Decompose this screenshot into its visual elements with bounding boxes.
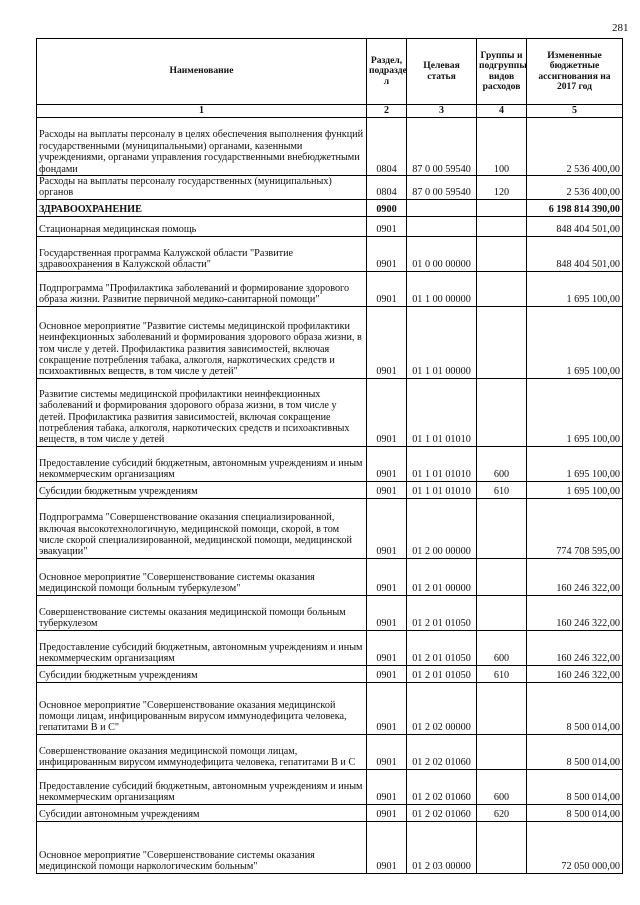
row-section: 0901 — [367, 306, 407, 378]
row-amount: 160 246 322,00 — [527, 595, 623, 630]
row-expense-group: 100 — [477, 118, 527, 176]
row-target-article: 01 2 00 00000 — [407, 498, 477, 558]
table-row — [37, 734, 623, 769]
column-header-target: Целевая статья — [407, 39, 477, 105]
row-section: 0901 — [367, 804, 407, 821]
row-section: 0901 — [367, 216, 407, 236]
row-target-article: 01 2 02 01060 — [407, 734, 477, 769]
row-amount: 848 404 501,00 — [527, 216, 623, 236]
row-expense-group — [477, 682, 527, 734]
row-name: Развитие системы медицинской профилактики неинфекционных заболеваний и формирования здорового образа жизни, в том числе у детей. Профилактика развития зависимостей, включая сокращение потребления табака, алкоголя, наркотических средств и психоактивных веществ, в том числе у детей — [37, 378, 367, 446]
table-body — [37, 118, 623, 874]
row-target-article: 01 2 02 01060 — [407, 769, 477, 804]
row-amount: 8 500 014,00 — [527, 734, 623, 769]
row-amount: 8 500 014,00 — [527, 682, 623, 734]
row-section: 0804 — [367, 176, 407, 200]
row-section: 0901 — [367, 734, 407, 769]
row-amount: 1 695 100,00 — [527, 306, 623, 378]
row-expense-group: 610 — [477, 665, 527, 682]
table-row — [37, 630, 623, 665]
row-target-article: 01 2 03 00000 — [407, 821, 477, 873]
row-target-article — [407, 216, 477, 236]
row-name: Субсидии бюджетным учреждениям — [37, 665, 367, 682]
row-section: 0901 — [367, 498, 407, 558]
table-row — [37, 236, 623, 271]
row-expense-group: 120 — [477, 176, 527, 200]
row-section: 0901 — [367, 378, 407, 446]
row-amount: 848 404 501,00 — [527, 236, 623, 271]
row-expense-group — [477, 734, 527, 769]
row-section: 0804 — [367, 118, 407, 176]
row-expense-group — [477, 595, 527, 630]
row-name: Основное мероприятие "Совершенствование системы оказания медицинской помощи наркологическим больным" — [37, 821, 367, 873]
table-row — [37, 199, 623, 216]
table-row — [37, 558, 623, 595]
row-name: Государственная программа Калужской области "Развитие здравоохранения в Калужской области" — [37, 236, 367, 271]
row-expense-group: 610 — [477, 481, 527, 498]
row-target-article: 01 2 02 01060 — [407, 804, 477, 821]
column-number: 3 — [407, 105, 477, 118]
row-name: Расходы на выплаты персоналу государственных (муниципальных) органов — [37, 176, 367, 200]
column-header-section: Раздел, подразде л — [367, 39, 407, 105]
column-number: 4 — [477, 105, 527, 118]
row-amount: 72 050 000,00 — [527, 821, 623, 873]
row-target-article: 01 2 02 00000 — [407, 682, 477, 734]
row-target-article: 01 1 01 00000 — [407, 306, 477, 378]
column-number: 2 — [367, 105, 407, 118]
row-target-article: 01 1 00 00000 — [407, 271, 477, 306]
row-target-article: 01 1 01 01010 — [407, 481, 477, 498]
row-amount: 1 695 100,00 — [527, 271, 623, 306]
row-name: Подпрограмма "Профилактика заболеваний и формирование здорового образа жизни. Развитие первичной медико-санитарной помощи" — [37, 271, 367, 306]
row-amount: 1 695 100,00 — [527, 481, 623, 498]
row-expense-group: 620 — [477, 804, 527, 821]
row-target-article: 01 2 01 01050 — [407, 630, 477, 665]
row-section: 0901 — [367, 236, 407, 271]
column-number: 5 — [527, 105, 623, 118]
row-section: 0901 — [367, 558, 407, 595]
row-section: 0901 — [367, 769, 407, 804]
row-section: 0901 — [367, 665, 407, 682]
row-target-article: 01 1 01 01010 — [407, 378, 477, 446]
row-expense-group: 600 — [477, 769, 527, 804]
table-row — [37, 446, 623, 481]
table-row — [37, 306, 623, 378]
row-section: 0901 — [367, 630, 407, 665]
row-amount: 160 246 322,00 — [527, 665, 623, 682]
row-name: Предоставление субсидий бюджетным, автономным учреждениям и иным некоммерческим организациям — [37, 630, 367, 665]
row-name: Совершенствование оказания медицинской помощи лицам, инфицированным вирусом иммунодефицита человека, гепатитами В и С — [37, 734, 367, 769]
table-row — [37, 271, 623, 306]
table-row — [37, 498, 623, 558]
row-expense-group — [477, 378, 527, 446]
row-target-article: 87 0 00 59540 — [407, 176, 477, 200]
row-amount: 2 536 400,00 — [527, 118, 623, 176]
column-number: 1 — [37, 105, 367, 118]
row-section: 0900 — [367, 199, 407, 216]
row-section: 0901 — [367, 821, 407, 873]
row-section: 0901 — [367, 271, 407, 306]
row-section: 0901 — [367, 682, 407, 734]
row-target-article: 01 0 00 00000 — [407, 236, 477, 271]
table-row — [37, 804, 623, 821]
table-row — [37, 595, 623, 630]
row-amount: 160 246 322,00 — [527, 558, 623, 595]
row-name: Предоставление субсидий бюджетным, автономным учреждениям и иным некоммерческим организациям — [37, 769, 367, 804]
row-expense-group: 600 — [477, 630, 527, 665]
row-section: 0901 — [367, 446, 407, 481]
row-name: ЗДРАВООХРАНЕНИЕ — [37, 199, 367, 216]
table-header-row — [37, 39, 623, 105]
row-section: 0901 — [367, 595, 407, 630]
table-row — [37, 665, 623, 682]
row-name: Предоставление субсидий бюджетным, автономным учреждениям и иным некоммерческим организациям — [37, 446, 367, 481]
row-target-article: 01 2 01 01050 — [407, 595, 477, 630]
table-row — [37, 821, 623, 873]
row-amount: 8 500 014,00 — [527, 804, 623, 821]
row-expense-group — [477, 498, 527, 558]
row-target-article: 01 1 01 01010 — [407, 446, 477, 481]
row-name: Основное мероприятие "Совершенствование системы оказания медицинской помощи больным туберкулезом" — [37, 558, 367, 595]
row-expense-group — [477, 558, 527, 595]
row-expense-group: 600 — [477, 446, 527, 481]
row-expense-group — [477, 199, 527, 216]
row-target-article — [407, 199, 477, 216]
row-amount: 1 695 100,00 — [527, 446, 623, 481]
row-expense-group — [477, 236, 527, 271]
row-name: Основное мероприятие "Совершенствование оказания медицинской помощи лицам, инфицированным вирусом иммунодефицита человека, гепатитами В и С" — [37, 682, 367, 734]
column-header-amount: Измененные бюджетные ассигнования на 2017 год — [527, 39, 623, 105]
row-amount: 160 246 322,00 — [527, 630, 623, 665]
row-target-article: 01 2 01 01050 — [407, 665, 477, 682]
column-header-groups: Группы и подгруппы видов расходов — [477, 39, 527, 105]
budget-table — [36, 38, 623, 874]
row-expense-group — [477, 306, 527, 378]
table-row — [37, 682, 623, 734]
table-row — [37, 481, 623, 498]
row-section: 0901 — [367, 481, 407, 498]
row-name: Совершенствование системы оказания медицинской помощи больным туберкулезом — [37, 595, 367, 630]
row-amount: 8 500 014,00 — [527, 769, 623, 804]
row-expense-group — [477, 821, 527, 873]
table-row — [37, 216, 623, 236]
column-number-row — [37, 105, 623, 118]
row-name: Стационарная медицинская помощь — [37, 216, 367, 236]
row-name: Субсидии автономным учреждениям — [37, 804, 367, 821]
row-amount: 2 536 400,00 — [527, 176, 623, 200]
column-header-name: Наименование — [37, 39, 367, 105]
row-amount: 774 708 595,00 — [527, 498, 623, 558]
row-name: Расходы на выплаты персоналу в целях обеспечения выполнения функций государственными (муниципальными) органами, казенными учреждениями, органами управления государственными внебюджетными фондами — [37, 118, 367, 176]
row-amount: 6 198 814 390,00 — [527, 199, 623, 216]
table-row — [37, 118, 623, 176]
table-row — [37, 176, 623, 200]
table-row — [37, 769, 623, 804]
table-row — [37, 378, 623, 446]
row-name: Основное мероприятие "Развитие системы медицинской профилактики неинфекционных заболеваний и формирования здорового образа жизни, в том числе у детей. Профилактика развития зависимостей, включая сокращение потребления табака, алкоголя, наркотических средств и психоактивных веществ, в том числе у детей" — [37, 306, 367, 378]
row-target-article: 87 0 00 59540 — [407, 118, 477, 176]
page-number: 281 — [612, 22, 629, 34]
row-name: Подпрограмма "Совершенствование оказания специализированной, включая высокотехнологичную, медицинской помощи, скорой, в том числе скорой специализированной, медицинской помощи, медицинской эвакуации" — [37, 498, 367, 558]
row-expense-group — [477, 216, 527, 236]
row-amount: 1 695 100,00 — [527, 378, 623, 446]
row-expense-group — [477, 271, 527, 306]
row-target-article: 01 2 01 00000 — [407, 558, 477, 595]
row-name: Субсидии бюджетным учреждениям — [37, 481, 367, 498]
